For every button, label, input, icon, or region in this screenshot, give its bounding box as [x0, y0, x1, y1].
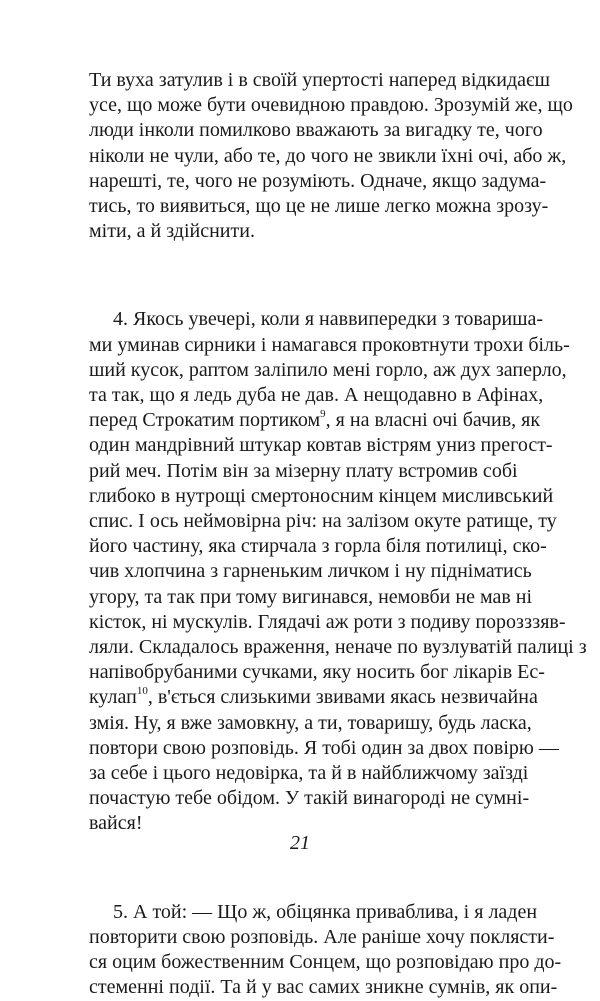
text-segment: кулап [89, 686, 137, 709]
text-line-with-footnote [89, 408, 541, 433]
text-line: ляли. Складалось враження, неначе по вузлуватій палиці з [89, 636, 587, 659]
paragraph-1 [89, 68, 573, 244]
text-line: його частину, яка стирчала з горла біля потилиці, ско- [89, 535, 547, 558]
text-line: рий меч. Потім він за мізерну плату встромив собі [89, 459, 518, 482]
text-line: повтори свою розповідь. Я тобі один за двох повірю — [89, 736, 559, 759]
page-number: 21 [290, 832, 310, 854]
text-line: напівобрубаними сучками, яку носить бог лікарів Ес- [89, 661, 545, 684]
text-line: повторити свою розповідь. Але раніше хочу поклясти- [89, 925, 555, 948]
text-line: стеменні події. Та й у вас самих зникне сумнів, як опи- [89, 976, 558, 999]
text-line: кісток, ні мускулів. Глядачі аж роти з подиву порозззяв- [89, 610, 566, 633]
footnote-marker: 10 [136, 685, 148, 698]
text-line: ніколи не чули, або те, до чого не звикли їхні очі, або ж, [89, 144, 567, 167]
book-page-text [89, 68, 587, 1001]
text-line: вайся! [89, 812, 143, 835]
text-line: за себе і цього недовірка, та й в найближчому заїзді [89, 762, 529, 785]
text-line: угору, та так при тому вигинався, немовби не мав ні [89, 585, 533, 608]
text-line: тись, то виявиться, що це не лише легко можна зрозу- [89, 195, 549, 218]
text-line: Ти вуха затулив і в своїй упертості наперед відкидаєш [89, 69, 551, 91]
text-line: змія. Ну, я вже замовкну, а ти, товаришу, будь ласка, [89, 711, 532, 734]
text-line: ший кусок, раптом заліпило мені горло, аж дух заперло, [89, 358, 567, 381]
text-line: усе, що може бути очевидною правдою. Зрозумій же, що [89, 94, 573, 117]
text-line: та так, що я ледь дуба не дав. А нещодавно в Афінах, [89, 384, 544, 407]
text-line: міти, а й здійснити. [89, 220, 255, 243]
text-line: ся оцим божественним Сонцем, що розповідаю про до- [89, 951, 562, 974]
text-line: чив хлопчина з гарненьким личком і ну підніматись [89, 560, 532, 583]
paragraph-2 [89, 307, 587, 836]
text-line: нарешті, те, чого не розуміють. Одначе, якщо задума- [89, 169, 547, 192]
text-line: 4. Якось увечері, коли я наввипередки з товариша- [113, 308, 544, 331]
text-line: ми уминав сирники і намагався проковтнути трохи біль- [89, 333, 570, 356]
text-line: глибоко в нутрощі смертоносним кінцем мисливський [89, 484, 554, 507]
paragraph-3 [89, 900, 562, 1001]
footnote-marker: 9 [320, 408, 326, 421]
text-segment: , я на власні очі бачив, як [325, 409, 541, 432]
text-line: люди інколи помилково вважають за вигадку те, чого [89, 119, 543, 142]
text-line: 5. А той: — Що ж, обіцянка приваблива, і я ладен [113, 900, 538, 923]
text-segment: перед Строкатим портиком [89, 409, 321, 432]
text-line-with-footnote [89, 685, 538, 710]
text-line: спис. І ось неймовірна річ: на залізом окуте ратище, ту [89, 510, 557, 533]
text-line: один мандрівний штукар ковтав вістрям униз прегост- [89, 434, 553, 457]
text-segment: , в'ється слизькими звивами якась незвичайна [147, 686, 538, 709]
text-line: почастую тебе обідом. У такій винагороді не сумні- [89, 787, 530, 810]
